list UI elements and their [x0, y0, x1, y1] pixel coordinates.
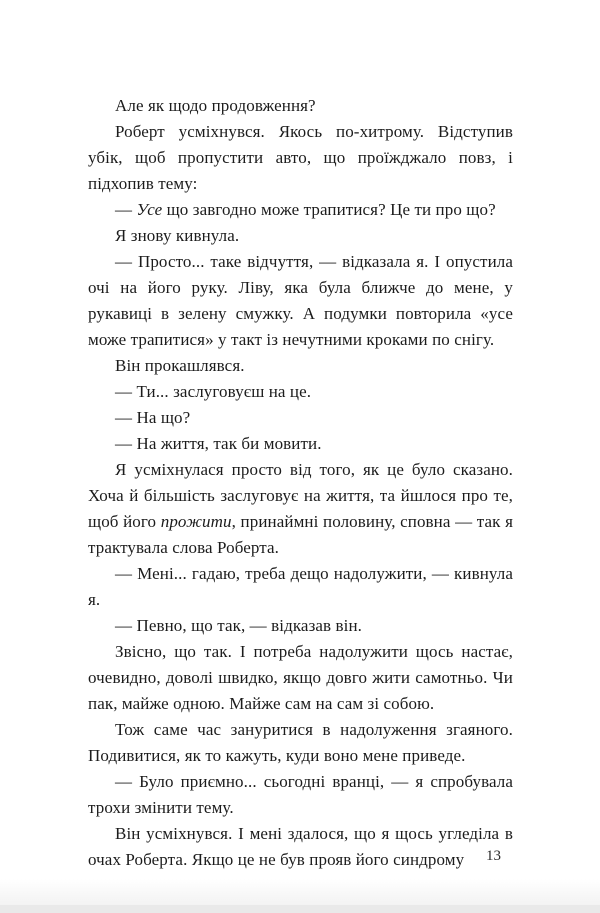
paragraph	[88, 405, 513, 431]
paragraph	[88, 613, 513, 639]
footer-shade	[0, 879, 600, 905]
paragraph	[88, 223, 513, 249]
text-segment: — Просто... таке відчуття, — відказала я. І опустила очі на його руку. Ліву, яка була ближче до мене, у рукавиці в зелену смужку. А подумки повторила «усе може трапитися» у такт із нечутними кроками по снігу.	[88, 252, 513, 349]
text-segment: — На що?	[115, 408, 191, 427]
text-segment: Але як щодо продовження?	[115, 96, 316, 115]
text-segment: що завгодно може трапитися? Це ти про що?	[162, 200, 496, 219]
text-segment: Звісно, що так. І потреба надолужити щось настає, очевидно, доволі швидко, якщо довго жити самотньо. Чи пак, майже одною. Майже сам на сам зі собою.	[88, 642, 513, 713]
paragraph	[88, 353, 513, 379]
italic-text: Усе	[136, 200, 163, 219]
italic-text: прожити	[160, 512, 232, 531]
paragraph	[88, 197, 513, 223]
paragraph	[88, 717, 513, 769]
text-segment: Роберт усміхнувся. Якось по-хитрому. Відступив убік, щоб пропустити авто, що проїжджало повз, і підхопив тему:	[88, 122, 513, 193]
paragraph	[88, 379, 513, 405]
paragraph	[88, 249, 513, 353]
text-segment: —	[115, 200, 137, 219]
paragraph	[88, 119, 513, 197]
text-segment: Я усміхнулася просто від того, як це було сказано. Хоча й більшість заслуговує на життя, та йшлося про те, щоб його	[88, 460, 513, 531]
text-segment: — Мені... гадаю, треба дещо надолужити, — кивнула я.	[88, 564, 513, 609]
page-number: 13	[486, 848, 501, 864]
text-segment: Тож саме час зануритися в надолуження згаяного. Подивитися, як то кажуть, куди воно мене приведе.	[88, 720, 513, 765]
paragraph	[88, 561, 513, 613]
text-segment: Він усміхнувся. І мені здалося, що я щось угледіла в очах Роберта. Якщо це не був прояв його синдрому	[88, 824, 513, 869]
paragraph	[88, 93, 513, 119]
text-segment: — Було приємно... сьогодні вранці, — я спробувала трохи змінити тему.	[88, 772, 513, 817]
paragraph	[88, 457, 513, 561]
paragraph	[88, 639, 513, 717]
paragraph	[88, 821, 513, 873]
text-segment: — Ти... заслуговуєш на це.	[115, 382, 312, 401]
bottom-bar	[0, 905, 600, 913]
text-segment: Він прокашлявся.	[115, 356, 245, 375]
page-text	[88, 93, 513, 873]
text-segment: , принаймні половину, сповна — так я трактувала слова Роберта.	[88, 512, 513, 557]
paragraph	[88, 431, 513, 457]
text-segment: — Певно, що так, — відказав він.	[115, 616, 363, 635]
paragraph	[88, 769, 513, 821]
text-segment: Я знову кивнула.	[115, 226, 240, 245]
text-segment: — На життя, так би мовити.	[115, 434, 322, 453]
